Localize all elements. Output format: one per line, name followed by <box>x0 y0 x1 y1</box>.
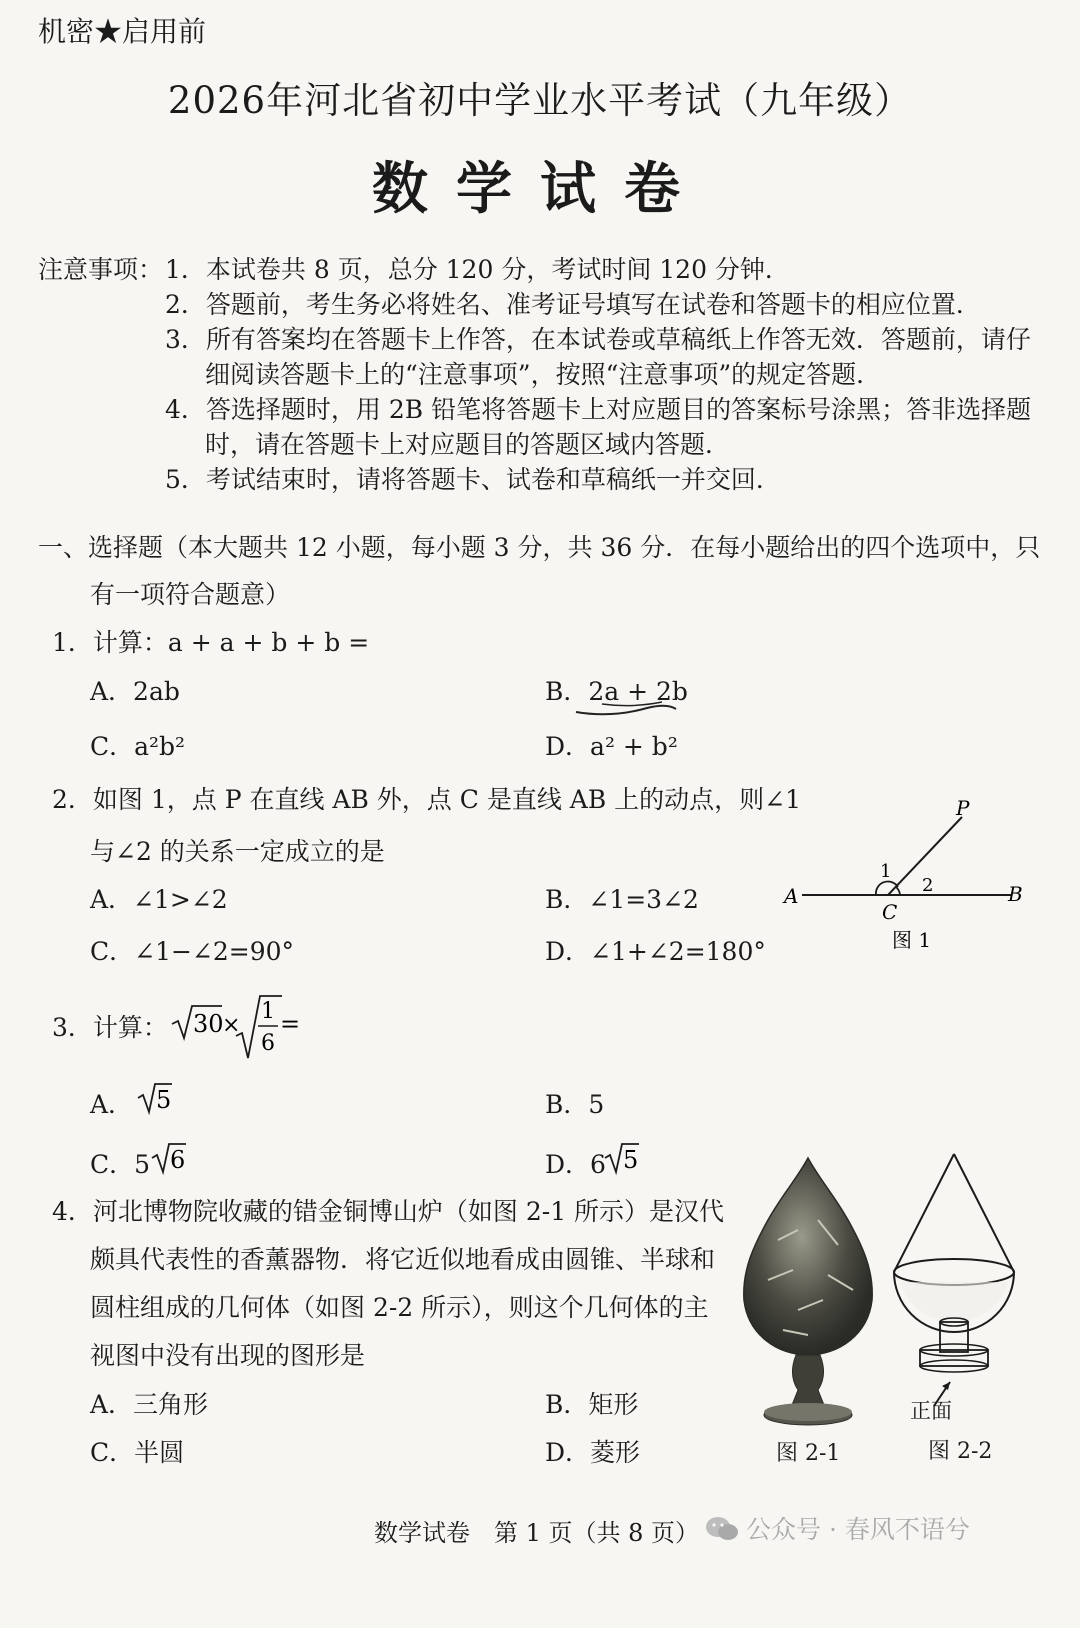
figure-2-2-caption: 图 2-2 <box>928 1439 993 1464</box>
svg-text:5: 5 <box>623 1146 639 1174</box>
note-item: 5．考试结束时，请将答题卡、试卷和草稿纸一并交回． <box>165 465 781 494</box>
question-3-label: 3．计算： <box>52 1013 168 1042</box>
section-heading-cont: 有一项符合题意） <box>90 580 291 609</box>
note-item: 3．所有答案均在答题卡上作答，在本试卷或草稿纸上作答无效．答题前，请仔 <box>165 325 1031 354</box>
q2-option-c: C．∠1−∠2=90° <box>90 937 295 966</box>
question-1-stem: 1．计算：a + a + b + b = <box>52 628 370 657</box>
question-4-stem-cont: 圆柱组成的几何体（如图 2-2 所示），则这个几何体的主 <box>90 1293 709 1322</box>
point-b-label: B <box>1008 882 1023 906</box>
q4-option-c: C．半圆 <box>90 1438 185 1467</box>
note-item: 2．答题前，考生务必将姓名、准考证号填写在试卷和答题卡的相应位置． <box>165 290 981 319</box>
point-c-label: C <box>882 900 898 924</box>
q1-option-d: D．a² + b² <box>545 732 678 761</box>
q3-option-a-sqrt <box>136 1082 176 1116</box>
q4-option-b: B．矩形 <box>545 1390 639 1419</box>
q1-option-c: C．a²b² <box>90 732 186 761</box>
q3-option-a: A． <box>90 1090 134 1119</box>
q2-option-b: B．∠1=3∠2 <box>545 885 699 914</box>
svg-text:6: 6 <box>170 1146 186 1174</box>
q3-option-b: B．5 <box>545 1090 605 1119</box>
paper-title: 数学试卷 <box>372 156 708 222</box>
svg-text:=: = <box>280 1010 301 1038</box>
figure-2-2-geometric-model <box>890 1150 1030 1420</box>
svg-text:5: 5 <box>156 1086 172 1114</box>
handwritten-underline-mark <box>572 700 682 720</box>
q3-option-c-sqrt <box>150 1142 190 1176</box>
note-item: 1．本试卷共 8 页，总分 120 分，考试时间 120 分钟． <box>165 255 790 284</box>
svg-text:1: 1 <box>261 999 275 1024</box>
q4-option-a: A．三角形 <box>90 1390 209 1419</box>
q1-option-b: B．2a + 2b <box>545 677 688 706</box>
question-4-stem-cont: 颇具代表性的香薰器物．将它近似地看成由圆锥、半球和 <box>90 1245 716 1274</box>
angle-2-label: 2 <box>922 875 934 896</box>
figure-1-caption: 图 1 <box>892 928 932 952</box>
figure-2-1-caption: 图 2-1 <box>776 1441 841 1466</box>
note-item: 时，请在答题卡上对应题目的答题区域内答题． <box>205 430 731 459</box>
exam-title: 2026年河北省初中学业水平考试（九年级） <box>167 79 913 122</box>
sqrt-30-expression <box>170 1000 300 1060</box>
confidential-label: 机密★启用前 <box>38 15 207 48</box>
section-heading: 一、选择题（本大题共 12 小题，每小题 3 分，共 36 分．在每小题给出的四个选项中，只 <box>38 533 1041 562</box>
front-view-label: 正面 <box>910 1399 952 1423</box>
point-a-label: A <box>784 884 799 908</box>
q4-option-d: D．菱形 <box>545 1438 641 1467</box>
question-2-stem: 2．如图 1，点 P 在直线 AB 外，点 C 是直线 AB 上的动点，则∠1 <box>52 785 801 814</box>
note-item: 细阅读答题卡上的“注意事项”，按照“注意事项”的规定答题． <box>205 360 882 389</box>
question-4-stem: 4．河北博物院收藏的错金铜博山炉（如图 2-1 所示）是汉代 <box>52 1197 725 1226</box>
notes-label: 注意事项： <box>38 255 164 284</box>
q3-option-d: D．6 <box>545 1150 606 1179</box>
svg-text:6: 6 <box>261 1031 275 1056</box>
svg-text:×: × <box>222 1013 241 1038</box>
watermark-text: 公众号 · 春风不语兮 <box>746 1515 970 1544</box>
page-footer: 数学试卷 第 1 页（共 8 页） <box>374 1519 700 1547</box>
svg-text:30: 30 <box>193 1010 224 1038</box>
q2-option-a: A．∠1>∠2 <box>90 885 228 914</box>
note-item: 4．答选择题时，用 2B 铅笔将答题卡上对应题目的答案标号涂黑；答非选择题 <box>165 395 1032 424</box>
q3-option-d-sqrt <box>603 1142 643 1176</box>
point-p-label: P <box>956 796 970 820</box>
q3-option-c: C．5 <box>90 1150 151 1179</box>
figure-1-diagram <box>780 795 1030 965</box>
q2-option-d: D．∠1+∠2=180° <box>545 937 766 966</box>
figure-2-1-incense-burner <box>738 1150 878 1450</box>
angle-1-label: 1 <box>880 861 892 882</box>
question-2-stem-cont: 与∠2 的关系一定成立的是 <box>90 837 385 866</box>
q1-option-a: A．2ab <box>90 677 180 706</box>
question-4-stem-cont: 视图中没有出现的图形是 <box>90 1341 366 1370</box>
wechat-icon <box>704 1514 740 1544</box>
